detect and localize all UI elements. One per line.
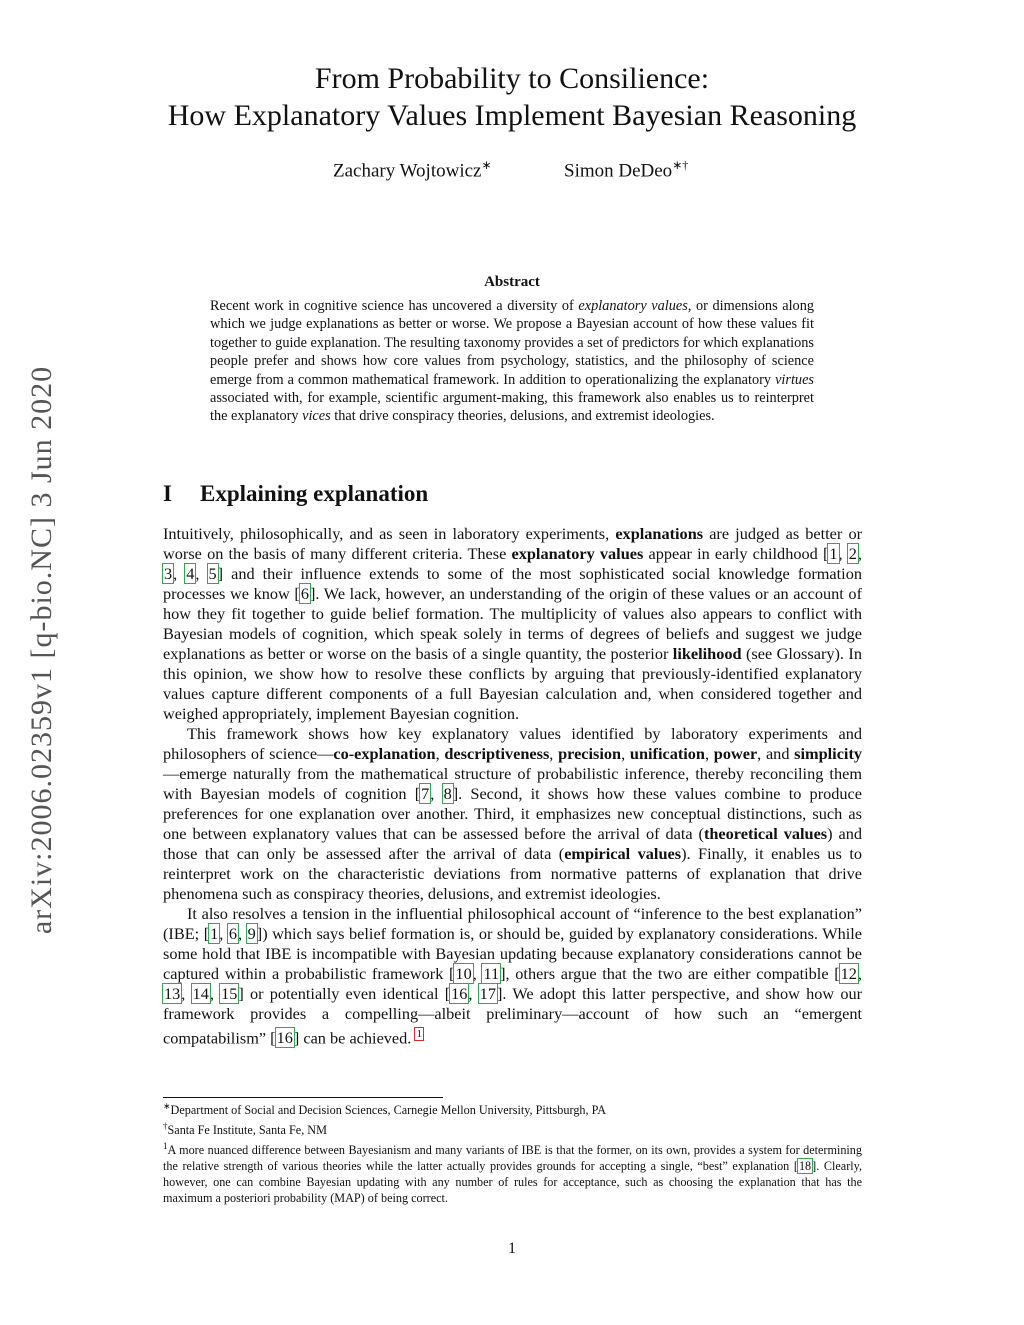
- citation-link[interactable]: 12: [840, 964, 857, 983]
- citation-link[interactable]: 9: [247, 924, 256, 943]
- citation-link[interactable]: 17: [479, 984, 496, 1003]
- abstract-text: Recent work in cognitive science has uncovered a diversity of explanatory values, or dimensions along which we judge explanations as better or worse. We propose a Bayesian account of how these values fit together to guide explanation. The resulting taxonomy provides a set of predictors for which explanations people prefer and shows how core values from psychology, statistics, and the philosophy of science emerge from a common mathematical framework. In addition to operationalizing the explanatory virtues associated with, for example, scientific argument-making, this framework also enables us to reinterpret the explanatory vices that drive conspiracy theories, delusions, and extremist ideologies.: [210, 298, 815, 425]
- footnote-1: $^1$A more nuanced difference between Bayesianism and many variants of IBE is that the former, on its own, provides a system for determining the relative strength of various theories while the latter actually provides grounds for accepting a single, “best” explanation [18]. Clearly, however, one can combine Bayesian updating with any number of rules for acceptance, such as choosing the explanation that has the maximum a posteriori probability (MAP) of being correct.: [163, 1141, 862, 1206]
- citation-link[interactable]: 11: [483, 964, 500, 983]
- paper-title-line-2: How Explanatory Values Implement Bayesian Reasoning: [167, 99, 857, 132]
- citation-link[interactable]: 6: [300, 584, 309, 603]
- section-heading: I Explaining explanation: [163, 481, 429, 506]
- citation-link[interactable]: 8: [443, 784, 452, 803]
- author-2: Simon DeDeo∗†: [564, 158, 689, 182]
- citation-link[interactable]: 7: [421, 784, 430, 803]
- body-text: [163, 524, 862, 1048]
- citation-link[interactable]: 4: [186, 564, 195, 583]
- footnote-affiliation-2: †Santa Fe Institute, Santa Fe, NM: [163, 1121, 327, 1138]
- citation-link[interactable]: 5: [208, 564, 217, 583]
- footnote-link[interactable]: 1: [416, 1028, 422, 1040]
- paragraph-3: It also resolves a tension in the influential philosophical account of “inference to the best explanation” (IBE; [1, 6, 9]) which says belief formation is, or should be, guided by explanatory considerations. While some hold that IBE is incompatible with Bayesian updating because explanatory considerations cannot be captured within a probabilistic framework [10, 11], others argue that the two are either compatible [12, 13, 14, 15] or potentially even identical [16, 17]. We adopt this latter perspective, and show how our framework provides a compelling—albeit preliminary—account of how such an “emergent compatabilism” [16] can be achieved. $^1$: [163, 904, 863, 1048]
- citation-link[interactable]: 16: [451, 984, 468, 1003]
- paper-title-line-1: From Probability to Consilience:: [314, 62, 710, 95]
- author-1: Zachary Wojtowicz∗: [333, 158, 492, 182]
- citation-link[interactable]: 13: [164, 984, 181, 1003]
- paragraph-1: Intuitively, philosophically, and as seen in laboratory experiments, explanations are judged as better or worse on the basis of many different criteria. These explanatory values appear in early childhood [1, 2, 3, 4, 5] and their influence extends to some of the most sophisticated social knowledge formation processes we know [6]. We lack, however, an understanding of the origin of these values or an account of how they fit together to guide belief formation. The multiplicity of values also appears to conflict with Bayesian models of cognition, which speak solely in terms of degrees of beliefs and suggest we judge explanations as better or worse on the basis of a single quantity, the posterior likelihood (see Glossary). In this opinion, we show how to resolve these conflicts by arguing that previously-identified explanatory values capture different components of a full Bayesian calculation and, when considered together and weighed appropriately, implement Bayesian cognition.: [163, 524, 863, 723]
- citation-link[interactable]: 15: [221, 984, 238, 1003]
- arxiv-id: arXiv:2006.02359v1 [q-bio.NC] 3 Jun 2020: [25, 365, 58, 935]
- citation-link[interactable]: 6: [228, 924, 238, 943]
- abstract-heading: Abstract: [484, 274, 540, 290]
- citation-link[interactable]: 1: [829, 544, 838, 563]
- citation-link[interactable]: 10: [455, 964, 472, 983]
- page-number: 1: [508, 1240, 516, 1257]
- citation-link[interactable]: 18: [798, 1159, 812, 1174]
- citation-link[interactable]: 2: [848, 544, 857, 563]
- citation-link[interactable]: 1: [210, 924, 219, 943]
- citation-link[interactable]: 16: [276, 1028, 293, 1048]
- citation-link[interactable]: 3: [164, 564, 173, 583]
- footnote-affiliation-1: ∗Department of Social and Decision Sciences, Carnegie Mellon University, Pittsburgh, PA: [163, 1101, 607, 1118]
- paragraph-2: This framework shows how key explanatory values identified by laboratory experiments and philosophers of science—co-explanation, descriptiveness, precision, unification, power, and simplicity—emerge naturally from the mathematical structure of probabilistic inference, thereby reconciling them with Bayesian models of cognition [7, 8]. Second, it shows how these values combine to produce preferences for one explanation over another. Third, it emphasizes new conceptual distinctions, such as one between explanatory values that can be assessed before the arrival of data (theoretical values) and those that can only be assessed after the arrival of data (empirical values). Finally, it enables us to reinterpret work on the characteristic deviations from normative patterns of explanation that drive phenomena such as conspiracy theories, delusions, and extremist ideologies.: [163, 724, 863, 903]
- footnotes: [163, 1098, 862, 1206]
- citation-link[interactable]: 14: [192, 984, 209, 1003]
- arxiv-sidebar: [18, 345, 66, 955]
